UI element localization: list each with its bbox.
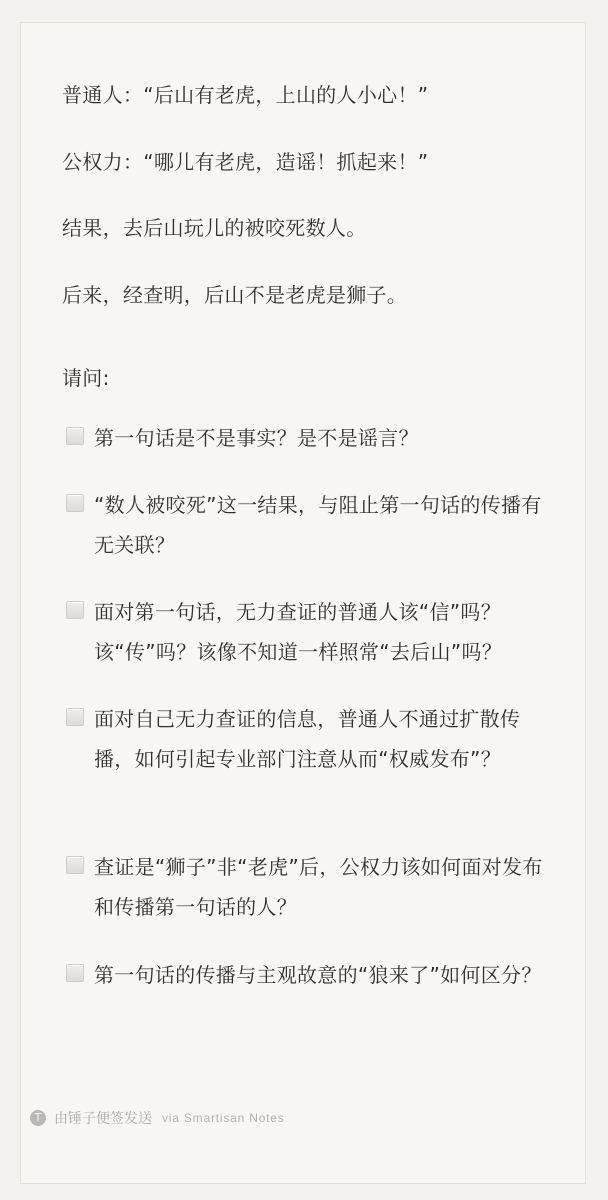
checklist-item-text: 查证是“狮子”非“老虎”后，公权力该如何面对发布和传播第一句话的人？ <box>94 855 543 919</box>
checklist-item-2 <box>66 485 568 565</box>
checkbox[interactable] <box>66 964 84 982</box>
checklist-item-1 <box>66 418 568 458</box>
checklist-item-text: 第一句话的传播与主观故意的“狼来了”如何区分？ <box>94 963 542 987</box>
checkbox[interactable] <box>66 708 84 726</box>
checkbox[interactable] <box>66 856 84 874</box>
checklist-item-6 <box>66 955 568 995</box>
footer <box>30 1108 285 1128</box>
intro-line-3: 结果，去后山玩儿的被咬死数人。 <box>62 216 367 240</box>
checklist-item-text: “数人被咬死”这一结果，与阻止第一句话的传播有无关联？ <box>94 493 542 557</box>
checkbox[interactable] <box>66 601 84 619</box>
smartisan-logo-icon: T <box>30 1110 46 1126</box>
intro-line-2: 公权力：“哪儿有老虎，造谣！抓起来！” <box>62 150 429 174</box>
checklist-item-text: 第一句话是不是事实？是不是谣言？ <box>94 426 419 450</box>
via-app-text: via Smartisan Notes <box>162 1111 285 1125</box>
intro-line-4: 后来，经查明，后山不是老虎是狮子。 <box>62 283 408 307</box>
checklist-item-5 <box>66 847 568 927</box>
checkbox[interactable] <box>66 494 84 512</box>
question-heading: 请问: <box>62 366 110 390</box>
intro-line-1: 普通人：“后山有老虎，上山的人小心！” <box>62 83 429 107</box>
checklist-item-text: 面对自己无力查证的信息，普通人不通过扩散传播，如何引起专业部门注意从而“权威发布”？ <box>94 707 521 771</box>
checklist-item-text: 面对第一句话，无力查证的普通人该“信”吗？该“传”吗？该像不知道一样照常“去后山”吗？ <box>94 600 503 664</box>
checklist-item-4 <box>66 699 568 779</box>
checklist-item-3 <box>66 592 568 672</box>
sent-from-text: 由锤子便签发送 <box>54 1111 152 1127</box>
checkbox[interactable] <box>66 427 84 445</box>
